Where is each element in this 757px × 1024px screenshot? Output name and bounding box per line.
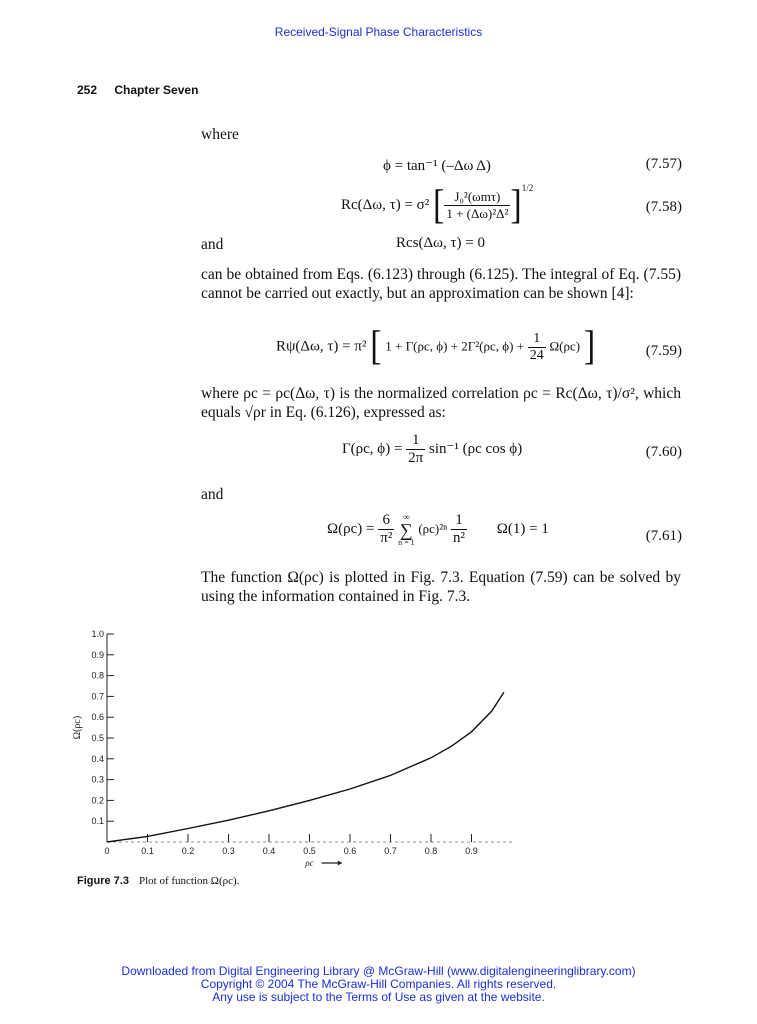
equation-7-60	[342, 432, 522, 467]
eq-7-61-frac-den: π²	[380, 530, 393, 546]
eq-7-59-inner: 1 + Γ(ρc, ϕ) + 2Γ²(ρc, ϕ) +	[385, 338, 524, 354]
footer-terms[interactable]: Any use is subject to the Terms of Use as given at the website.	[212, 990, 545, 1004]
x-axis-label-arrowhead	[338, 861, 342, 866]
equation-7-58	[341, 182, 534, 228]
sum-upper-limit: ∞	[403, 512, 410, 522]
left-bracket: [	[433, 182, 445, 228]
paragraph-approximation: can be obtained from Eqs. (6.123) through (6.125). The integral of Eq. (7.55) cannot be carried out exactly, but an approximation can be shown [4]:	[201, 266, 681, 302]
footer-copyright[interactable]: Copyright © 2004 The McGraw-Hill Companies. All rights reserved.	[200, 977, 557, 991]
right-bracket: ]	[510, 182, 522, 228]
equation-number-7-58: (7.58)	[645, 199, 682, 215]
equation-number-7-59: (7.59)	[645, 343, 682, 359]
eq-7-61-sum-body: (ρc)²ⁿ	[418, 520, 448, 536]
equation-number-7-57: (7.57)	[645, 156, 682, 172]
where-label: where	[201, 126, 239, 143]
eq-7-58-exponent: 1/2	[521, 183, 534, 193]
figure-caption-text: Plot of function Ω(ρc).	[138, 875, 240, 887]
y-tick-label: 0.9	[91, 649, 104, 660]
x-tick-label: 0.7	[384, 846, 397, 856]
series-line-omega	[107, 692, 504, 842]
running-head	[77, 83, 212, 97]
footer-download-link[interactable]: Downloaded from Digital Engineering Library @ McGraw-Hill (www.digitalengineeringlibrary.com)	[121, 964, 636, 978]
eq-7-59-frac-den: 24	[529, 347, 544, 363]
equation-7-59	[276, 324, 596, 369]
page-number: 252	[77, 83, 98, 97]
x-tick-label: 0.6	[343, 846, 357, 856]
equation-number-7-60: (7.60)	[645, 444, 682, 460]
x-tick-label: 0.2	[181, 846, 195, 856]
equation-number-7-61: (7.61)	[645, 528, 682, 544]
eq-7-58-numerator: J₀²(ωmτ)	[444, 189, 510, 206]
paragraph-correlation: where ρc = ρc(Δω, τ) is the normalized correlation ρc = Rc(Δω, τ)/σ², which equals √ρr in Eq. (6.126), expressed as:	[201, 385, 681, 421]
equation-7-57: ϕ = tan⁻¹ (–Δω Δ)	[383, 158, 491, 174]
y-tick-label: 0.7	[91, 691, 104, 702]
eq-7-60-lhs: Γ(ρc, ϕ) =	[342, 440, 403, 457]
figure-label: Figure 7.3	[77, 875, 129, 887]
y-tick-label: 0.8	[91, 670, 104, 681]
y-tick-label: 0.3	[91, 774, 104, 785]
eq-7-61-frac2-num: 1	[451, 512, 467, 530]
and-label-2: and	[201, 486, 224, 503]
eq-7-58-denominator: 1 + (Δω)²Δ²	[446, 206, 509, 222]
sum-lower-limit: n = 1	[398, 538, 415, 547]
chapter-title: Chapter Seven	[114, 83, 199, 97]
figure-7-3-chart	[60, 620, 530, 875]
eq-7-58-lhs: Rc(Δω, τ) = σ²	[341, 197, 430, 213]
y-axis-label: Ω(ρc)	[72, 715, 83, 740]
x-tick-label: 0.5	[303, 846, 316, 856]
y-tick-label: 1.0	[91, 629, 104, 639]
source-title-link[interactable]: Received-Signal Phase Characteristics	[274, 25, 483, 39]
footer	[0, 965, 757, 1004]
left-bracket: [	[370, 324, 382, 369]
equation-7-61	[327, 512, 549, 547]
eq-7-60-frac-num: 1	[406, 432, 425, 450]
y-tick-label: 0.6	[91, 712, 104, 723]
x-tick-label: 0.3	[222, 846, 235, 856]
eq-7-61-lhs: Ω(ρc) =	[327, 520, 375, 537]
x-tick-label: 0.9	[465, 846, 478, 856]
eq-7-60-rhs: sin⁻¹ (ρc cos ϕ)	[429, 440, 523, 457]
equation-rcs: Rcs(Δω, τ) = 0	[396, 235, 485, 251]
x-axis-label: ρc	[305, 858, 314, 868]
eq-7-59-frac-num: 1	[528, 331, 546, 348]
eq-7-61-frac-num: 6	[378, 512, 394, 530]
figure-caption	[77, 875, 239, 887]
eq-7-61-frac2-den: n²	[453, 530, 466, 546]
paragraph-plot-reference: The function Ω(ρc) is plotted in Fig. 7.3. Equation (7.59) can be solved by using the information contained in Fig. 7.3.	[201, 569, 681, 605]
eq-7-60-frac-den: 2π	[408, 450, 424, 466]
y-tick-label: 0.1	[91, 816, 104, 827]
y-tick-label: 0.2	[91, 795, 104, 806]
x-tick-label: 0.4	[262, 846, 276, 856]
eq-7-59-tail: Ω(ρc)	[549, 338, 581, 354]
eq-7-59-lhs: Rψ(Δω, τ) = π²	[276, 338, 367, 355]
x-tick-label: 0	[104, 846, 110, 856]
right-bracket: ]	[583, 324, 596, 369]
x-tick-label: 0.1	[141, 846, 154, 856]
y-tick-label: 0.4	[91, 753, 104, 764]
eq-7-61-rhs: Ω(1) = 1	[496, 520, 549, 537]
x-tick-label: 0.8	[424, 846, 438, 856]
summation-symbol: ∑	[399, 520, 413, 540]
y-tick-label: 0.5	[91, 733, 104, 743]
and-label-1: and	[201, 236, 224, 253]
